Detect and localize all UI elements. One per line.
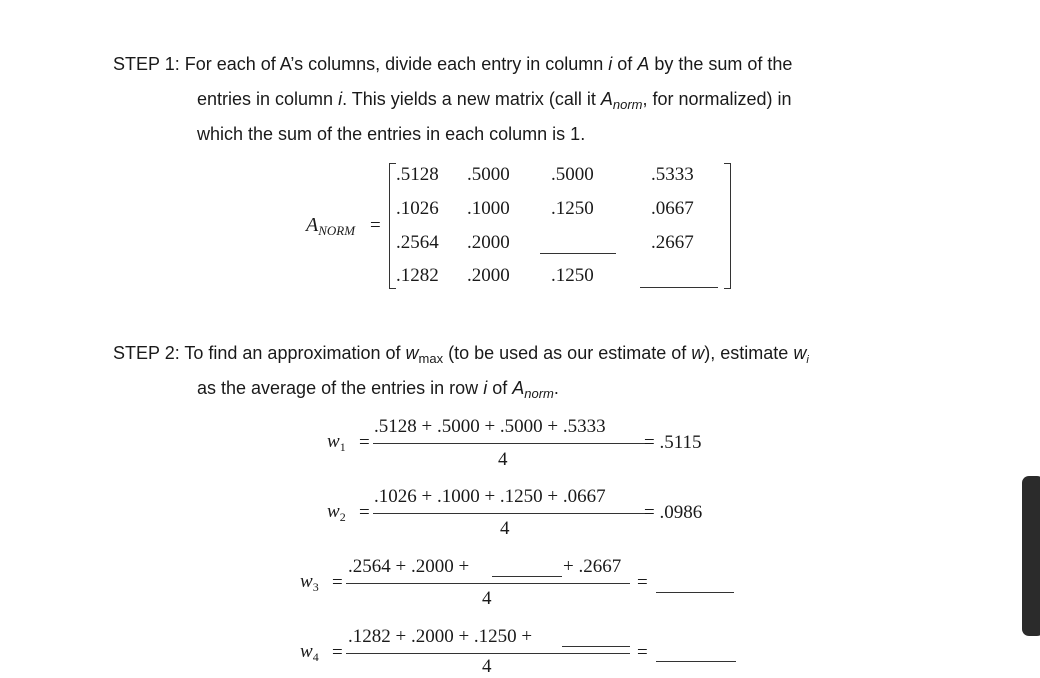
w3-equals: = [332,572,343,593]
w4-equals: = [332,642,343,663]
period: . [553,378,559,398]
step1-line2b: . This yields a new matrix (call it [342,89,596,109]
a-norm-base: A [600,89,613,109]
matrix-label-sub: NORM [318,223,356,238]
w-max-sub: max [418,351,444,366]
matrix-cell: .5333 [651,164,694,185]
w2-fraction-bar [373,513,645,514]
w1-numerator: .5128 + .5000 + .5000 + .5333 [374,416,606,437]
w4-label [300,641,319,665]
matrix-cell: .1250 [551,265,594,286]
matrix-cell: .1000 [467,198,510,219]
step2-mid2: ), estimate [704,343,789,363]
step2-mid: (to be used as our estimate of [448,343,687,363]
w3-blank-input[interactable] [492,576,562,577]
matrix-right-bracket [724,163,731,289]
w4-numerator: .1282 + .2000 + .1250 + [348,626,533,647]
step2-line1 [113,343,809,366]
text-of: of [617,54,633,74]
matrix-cell: .2667 [651,232,694,253]
a-norm-sub: norm [612,97,643,112]
step1-line2a: entries in column [197,89,334,109]
step1-line3: which the sum of the entries in each column is 1. [197,124,586,144]
step1-line2c: , for normalized) in [642,89,792,109]
matrix-label [306,214,355,239]
w-i-base: w [793,343,807,363]
w-i-sub: i [806,354,809,366]
matrix-label-base: A [306,214,319,236]
w4-result-blank[interactable] [656,661,736,662]
matrix-cell: .2000 [467,232,510,253]
w2-denominator: 4 [500,518,510,539]
w3-numerator-b: + .2667 [563,556,622,577]
matrix-cell: .1282 [396,265,439,286]
w1-sub: 1 [339,440,346,454]
w2-base: w [327,501,340,522]
matrix-cell: .1250 [551,198,594,219]
step1-line1 [113,54,792,75]
w1-denominator: 4 [498,449,508,470]
w3-result-blank[interactable] [656,592,734,593]
w2-label [327,501,346,525]
matrix-blank-cell[interactable] [640,287,718,288]
w1-base: w [327,431,340,452]
matrix-cell: .0667 [651,198,694,219]
w4-sub: 4 [312,650,319,664]
w-var: w [691,343,705,363]
matrix-cell: .2564 [396,232,439,253]
w-max-base: w [405,343,419,363]
var-i: i [608,54,613,74]
matrix-cell: .5000 [467,164,510,185]
w2-equals: = [359,502,370,523]
var-i-2: i [338,89,343,109]
matrix-cell: .5000 [551,164,594,185]
w1-fraction-bar [373,443,645,444]
step2-line2b: of [492,378,508,398]
w4-base: w [300,641,313,662]
w1-result: = .5115 [644,432,702,453]
w4-blank-input[interactable] [562,646,630,647]
w3-equals-result: = [637,572,648,593]
matrix-left-bracket [389,163,396,289]
matrix-cell: .1026 [396,198,439,219]
var-i-3: i [483,378,488,398]
step1-tail: by the sum of the [654,54,793,74]
w3-fraction-bar [346,583,630,584]
matrix-blank-cell[interactable] [540,253,616,254]
w3-numerator-a: .2564 + .2000 + [348,556,470,577]
step2-lead: STEP 2: To find an approximation of [113,343,401,363]
step2-line2a: as the average of the entries in row [197,378,479,398]
w3-label [300,571,319,595]
matrix-cell: .5128 [396,164,439,185]
a-norm-sub-2: norm [524,386,554,401]
matrix-equals: = [370,215,381,236]
scrollbar-thumb[interactable] [1022,476,1040,636]
w4-denominator: 4 [482,656,492,677]
w4-equals-result: = [637,642,648,663]
matrix-cell: .2000 [467,265,510,286]
w3-sub: 3 [312,580,319,594]
step1-lead: STEP 1: For each of A’s columns, divide each entry in column [113,54,604,74]
w1-label [327,431,346,455]
a-norm-base-2: A [512,378,525,398]
w2-numerator: .1026 + .1000 + .1250 + .0667 [374,486,606,507]
w2-sub: 2 [339,510,346,524]
step2-line2 [197,378,559,401]
w2-result: = .0986 [644,502,703,523]
w3-base: w [300,571,313,592]
var-A: A [637,54,650,74]
w3-denominator: 4 [482,588,492,609]
step1-line2 [197,89,792,112]
w4-fraction-bar [346,653,630,654]
w1-equals: = [359,432,370,453]
